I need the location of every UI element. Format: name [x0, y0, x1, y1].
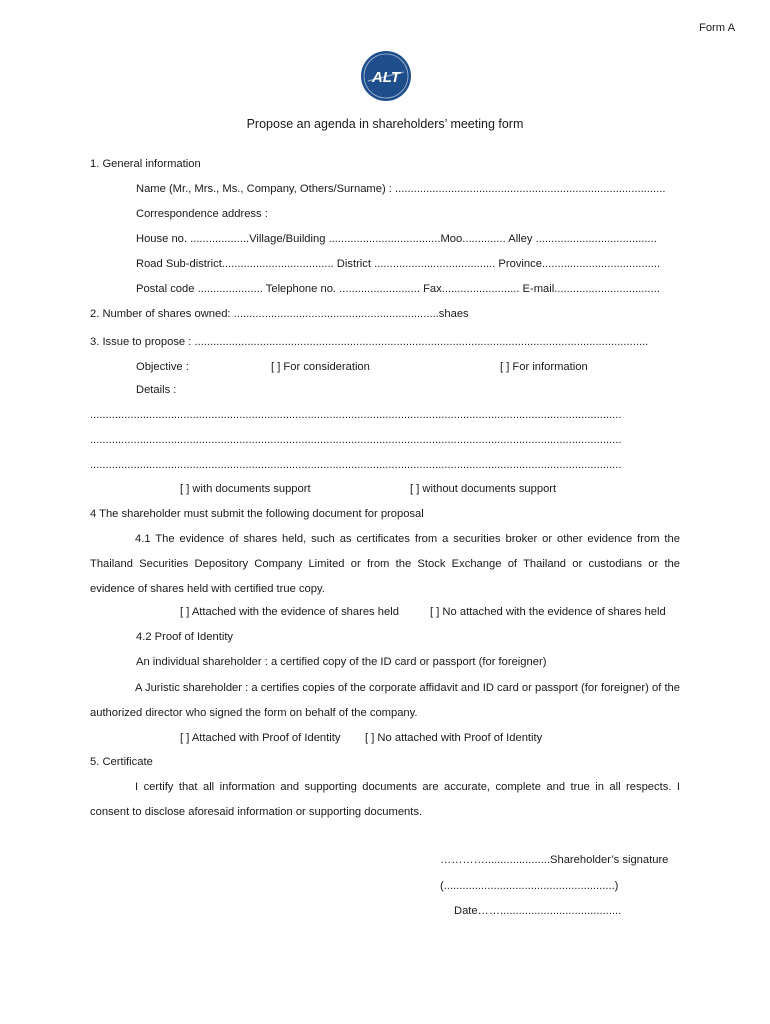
name-field[interactable]: Name (Mr., Mrs., Ms., Company, Others/Surname) : .......................................................................................	[136, 183, 666, 195]
details-line-3[interactable]: ...........................................................................................................................................................................	[90, 459, 622, 471]
details-line-1[interactable]: ...........................................................................................................................................................................	[90, 409, 622, 421]
individual-shareholder-text: An individual shareholder : a certified copy of the ID card or passport (for foreigner)	[136, 656, 547, 668]
without-documents-checkbox[interactable]: [ ] without documents support	[410, 483, 557, 495]
certificate-paragraph: I certify that all information and supporting documents are accurate, complete and true in all respects. I consent to disclose aforesaid information or supporting documents.	[90, 781, 680, 818]
objective-label: Objective :	[136, 361, 189, 373]
details-line-2[interactable]: ...........................................................................................................................................................................	[90, 434, 622, 446]
with-documents-checkbox[interactable]: [ ] with documents support	[180, 483, 311, 495]
attached-evidence-checkbox[interactable]: [ ] Attached with the evidence of shares held	[180, 606, 399, 618]
not-attached-evidence-checkbox[interactable]: [ ] No attached with the evidence of shares held	[430, 606, 666, 618]
juristic-shareholder-paragraph: A Juristic shareholder : a certifies copies of the corporate affidavit and ID card or passport (for foreigner) of the authorized director who signed the form on behalf of the company.	[90, 682, 680, 719]
shareholder-name-line[interactable]: (.......................................................)	[440, 880, 619, 892]
issue-field[interactable]: 3. Issue to propose : ..................................................................................................................................................	[90, 336, 649, 348]
form-label: Form A	[699, 22, 736, 34]
house-field[interactable]: House no. ...................Village/Building ....................................Moo.............. Alley .......................................	[136, 233, 657, 245]
postal-field[interactable]: Postal code ..................... Telephone no. .......................... Fax......................... E-mail..................................	[136, 283, 660, 295]
section1-heading: 1. General information	[90, 158, 201, 170]
date-line[interactable]: Date…….......................................	[454, 905, 622, 917]
section5-heading: 5. Certificate	[90, 756, 153, 768]
company-logo	[360, 50, 412, 102]
attached-identity-checkbox[interactable]: [ ] Attached with Proof of Identity	[180, 732, 341, 744]
proof-of-identity-heading: 4.2 Proof of Identity	[136, 631, 234, 643]
address-label: Correspondence address :	[136, 208, 268, 220]
logo-text: ALT	[371, 69, 401, 86]
section4-heading: 4 The shareholder must submit the following document for proposal	[90, 508, 424, 520]
for-information-checkbox[interactable]: [ ] For information	[500, 361, 588, 373]
section4-1-paragraph: 4.1 The evidence of shares held, such as certificates from a securities broker or other evidence from the Thailand Securities Depository Company Limited or from the Stock Exchange of Thailand or custodians or the evidence of shares held with certified true copy.	[90, 533, 680, 595]
details-label: Details :	[136, 384, 177, 396]
not-attached-identity-checkbox[interactable]: [ ] No attached with Proof of Identity	[365, 732, 543, 744]
for-consideration-checkbox[interactable]: [ ] For consideration	[271, 361, 370, 373]
page-title: Propose an agenda in shareholders’ meeting form	[246, 117, 524, 131]
shareholder-signature-line[interactable]: ………….....................Shareholder’s signature	[440, 854, 669, 866]
shares-owned-field[interactable]: 2. Number of shares owned: ..................................................................shaes	[90, 308, 469, 320]
road-field[interactable]: Road Sub-district.................................... District ....................................... Province......................................	[136, 258, 661, 270]
